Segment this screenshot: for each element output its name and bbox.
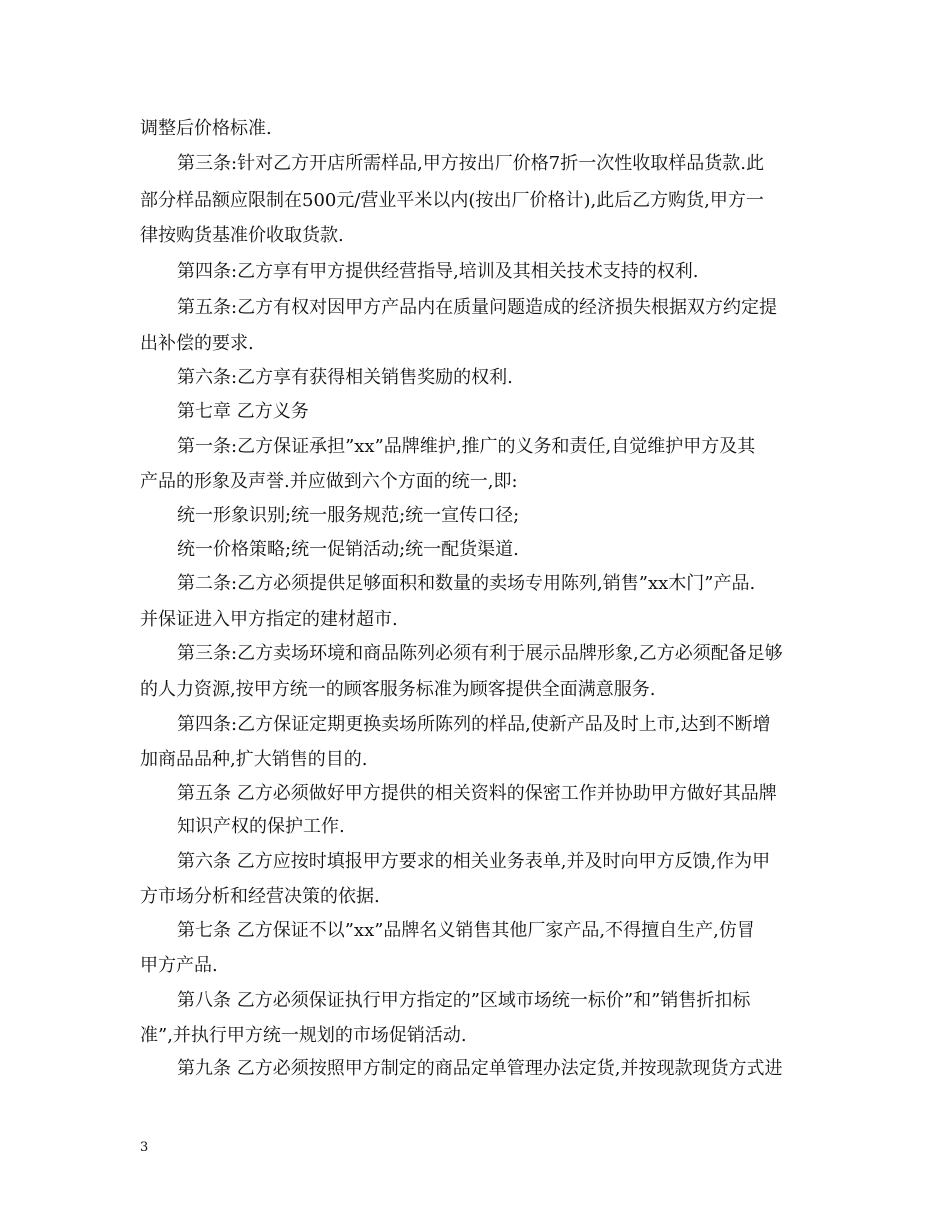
text-line: 第九条 乙方必须按照甲方制定的商品定单管理办法定货,并按现款现货方式进	[177, 1058, 783, 1079]
text-line: 统一形象识别;统一服务规范;统一宣传口径;	[177, 505, 520, 526]
chapter-heading: 第七章 乙方义务	[177, 401, 309, 422]
text-line: 第六条 乙方应按时填报甲方要求的相关业务表单,并及时向甲方反馈,作为甲	[177, 851, 771, 872]
text-line: 第八条 乙方必须保证执行甲方指定的”区域市场统一标价”和”销售折扣标	[177, 990, 751, 1011]
text-line: 第五条 乙方必须做好甲方提供的相关资料的保密工作并协助甲方做好其品牌	[177, 783, 777, 804]
text-line: 第四条:乙方享有甲方提供经营指导,培训及其相关技术支持的权利.	[177, 261, 699, 282]
text-line: 准”,并执行甲方统一规划的市场促销活动.	[140, 1025, 467, 1046]
text-line: 方市场分析和经营决策的依据.	[140, 886, 380, 907]
text-line: 甲方产品.	[140, 955, 218, 976]
text-line: 调整后价格标准.	[140, 118, 272, 139]
text-line: 第一条:乙方保证承担”xx”品牌维护,推广的义务和责任,自觉维护甲方及其	[177, 436, 756, 457]
text-line: 产品的形象及声誉.并应做到六个方面的统一,即:	[140, 471, 518, 492]
text-line: 第六条:乙方享有获得相关销售奖励的权利.	[177, 367, 513, 388]
text-line: 第三条:针对乙方开店所需样品,甲方按出厂价格7折一次性收取样品货款.此	[177, 153, 764, 174]
text-line: 部分样品额应限制在500元/营业平米以内(按出厂价格计),此后乙方购货,甲方一	[140, 190, 764, 211]
text-line: 律按购货基准价收取货款.	[140, 225, 344, 246]
text-line: 出补偿的要求.	[140, 333, 254, 354]
text-line: 的人力资源,按甲方统一的顾客服务标准为顾客提供全面满意服务.	[140, 679, 656, 700]
page-number: 3	[140, 1140, 149, 1155]
text-line: 统一价格策略;统一促销活动;统一配货渠道.	[177, 539, 519, 560]
text-line: 第五条:乙方有权对因甲方产品内在质量问题造成的经济损失根据双方约定提	[177, 297, 778, 318]
text-line: 并保证进入甲方指定的建材超市.	[140, 609, 398, 630]
text-line: 第三条:乙方卖场环境和商品陈列必须有利于展示品牌形象,乙方必须配备足够	[177, 643, 783, 664]
text-line: 第四条:乙方保证定期更换卖场所陈列的样品,使新产品及时上市,达到不断增	[177, 714, 771, 735]
text-line: 加商品品种,扩大销售的目的.	[140, 749, 368, 770]
text-line: 知识产权的保护工作.	[177, 816, 345, 837]
text-line: 第二条:乙方必须提供足够面积和数量的卖场专用陈列,销售”xx木门”产品.	[177, 573, 756, 594]
text-line: 第七条 乙方保证不以”xx”品牌名义销售其他厂家产品,不得擅自生产,仿冒	[177, 920, 755, 941]
